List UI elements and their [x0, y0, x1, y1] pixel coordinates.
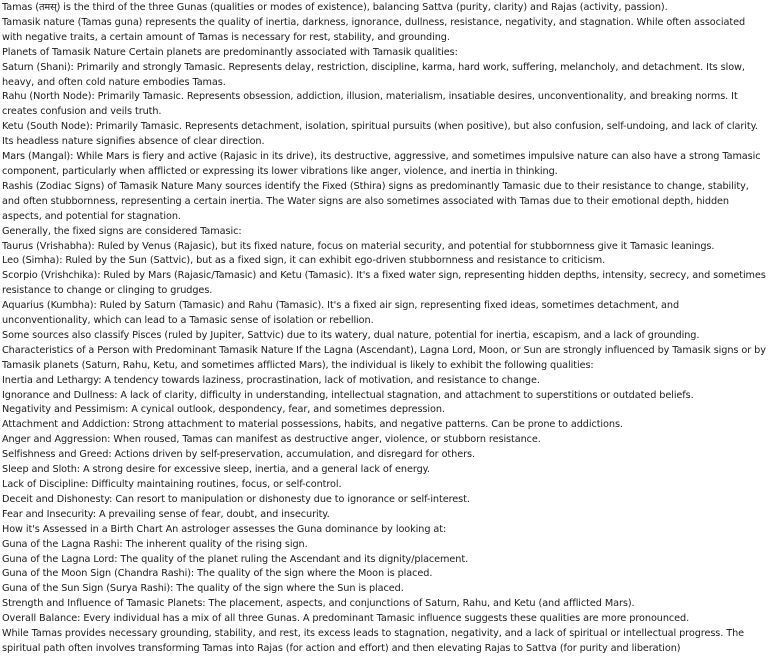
- paragraph: Saturn (Shani): Primarily and strongly Tamasic. Represents delay, restriction, discipline, karma, hard work, suffering, melancholy, and detachment. Its slow, heavy, and often cold nature embodies Tamas.: [2, 61, 745, 88]
- paragraph: Some sources also classify Pisces (ruled by Jupiter, Sattvic) due to its watery, dual nature, potential for inertia, escapism, and a lack of grounding.: [2, 329, 700, 341]
- paragraph: Tamasik nature (Tamas guna) represents the quality of inertia, darkness, ignorance, dullness, resistance, negativity, and stagnation. While often associated with negative traits, a certain amount of Tamas is necessary for rest, stability, and grounding.: [2, 16, 746, 43]
- paragraph: Guna of the Lagna Lord: The quality of the planet ruling the Ascendant and its dignity/placement.: [2, 553, 469, 565]
- paragraph: Rahu (North Node): Primarily Tamasic. Represents obsession, addiction, illusion, materialism, insatiable desires, unconventionality, and breaking norms. It creates confusion and veils truth.: [2, 91, 738, 118]
- paragraph: Anger and Aggression: When roused, Tamas can manifest as destructive anger, violence, or stubborn resistance.: [2, 434, 541, 446]
- paragraph: Characteristics of a Person with Predominant Tamasik Nature If the Lagna (Ascendant), Lagna Lord, Moon, or Sun are strongly influenced by Tamasik signs or by Tamasik planets (Saturn, Rahu, Ketu, and sometimes afflicted Mars), the individual is likely to exhibit the following qualities:: [2, 344, 766, 371]
- paragraph: Sleep and Sloth: A strong desire for excessive sleep, inertia, and a general lack of energy.: [2, 464, 430, 476]
- paragraph: Rashis (Zodiac Signs) of Tamasik Nature Many sources identify the Fixed (Sthira) signs as predominantly Tamasic due to their resistance to change, stability, and often stubbornness, representing a certain inertia. The Water signs are also sometimes associated with Tamas due to their emotional depth, hidden aspects, and potential for stagnation.: [2, 180, 749, 222]
- paragraph: Overall Balance: Every individual has a mix of all three Gunas. A predominant Tamasic influence suggests these qualities are more pronounced.: [2, 613, 690, 625]
- paragraph: Ignorance and Dullness: A lack of clarity, difficulty in understanding, intellectual stagnation, and attachment to superstitions or outdated beliefs.: [2, 389, 694, 401]
- paragraph: Strength and Influence of Tamasic Planets: The placement, aspects, and conjunctions of Saturn, Rahu, and Ketu (and afflicted Mars).: [2, 598, 635, 610]
- paragraph: Leo (Simha): Ruled by the Sun (Sattvic), but as a fixed sign, it can exhibit ego-driven stubbornness and resistance to criticism.: [2, 255, 606, 267]
- paragraph: Deceit and Dishonesty: Can resort to manipulation or dishonesty due to ignorance or self-interest.: [2, 493, 470, 505]
- paragraph: How it's Assessed in a Birth Chart An astrologer assesses the Guna dominance by looking at:: [2, 523, 447, 535]
- paragraph: Generally, the fixed signs are considered Tamasic:: [2, 225, 242, 237]
- paragraph: Fear and Insecurity: A prevailing sense of fear, doubt, and insecurity.: [2, 508, 330, 520]
- paragraph: Selfishness and Greed: Actions driven by self-preservation, accumulation, and disregard for others.: [2, 449, 475, 461]
- paragraph: Ketu (South Node): Primarily Tamasic. Represents detachment, isolation, spiritual pursuits (when positive), but also confusion, self-undoing, and lack of clarity. Its headless nature signifies absence of clear direction.: [2, 121, 758, 148]
- paragraph: Guna of the Sun Sign (Surya Rashi): The quality of the sign where the Sun is placed.: [2, 583, 404, 595]
- paragraph: Scorpio (Vrishchika): Ruled by Mars (Rajasic/Tamasic) and Ketu (Tamasic). It's a fixed water sign, representing hidden depths, intensity, secrecy, and sometimes resistance to change or clinging to grudges.: [2, 270, 766, 297]
- paragraph: Mars (Mangal): While Mars is fiery and active (Rajasic in its drive), its destructive, aggressive, and sometimes impulsive nature can also have a strong Tamasic component, particularly when afflicted or expressing its lower vibrations like anger, violence, and inertia in thinking.: [2, 151, 761, 177]
- paragraph: Guna of the Lagna Rashi: The inherent quality of the rising sign.: [2, 538, 308, 550]
- paragraph: Aquarius (Kumbha): Ruled by Saturn (Tamasic) and Rahu (Tamasic). It's a fixed air sign, representing fixed ideas, sometimes detachment, and unconventionality, which can lead to a Tamasic sense of isolation or rebellion.: [2, 300, 680, 327]
- paragraph: Attachment and Addiction: Strong attachment to material possessions, habits, and negative patterns. Can be prone to addictions.: [2, 419, 623, 431]
- paragraph: Inertia and Lethargy: A tendency towards laziness, procrastination, lack of motivation, and resistance to change.: [2, 374, 540, 386]
- paragraph: Negativity and Pessimism: A cynical outlook, despondency, fear, and sometimes depression.: [2, 404, 445, 416]
- paragraph: Lack of Discipline: Difficulty maintaining routines, focus, or self-control.: [2, 479, 342, 490]
- paragraph: Taurus (Vrishabha): Ruled by Venus (Rajasic), but its fixed nature, focus on material security, and potential for stubbornness give it Tamasic leanings.: [2, 240, 715, 252]
- paragraph: While Tamas provides necessary grounding, stability, and rest, its excess leads to stagnation, negativity, and a lack of spiritual or intellectual progress. The spiritual path often involves transforming Tamas into Rajas (for action and effort) and then elevating Rajas to Sattva (for purity and liberation): [2, 628, 745, 654]
- paragraph: Guna of the Moon Sign (Chandra Rashi): The quality of the sign where the Moon is placed.: [2, 568, 433, 580]
- paragraph: Tamas (तमस्) is the third of the three Gunas (qualities or modes of existence), balancing Sattva (purity, clarity) and Rajas (activity, passion).: [2, 2, 668, 13]
- paragraph: Planets of Tamasik Nature Certain planets are predominantly associated with Tamasik qualities:: [2, 46, 458, 58]
